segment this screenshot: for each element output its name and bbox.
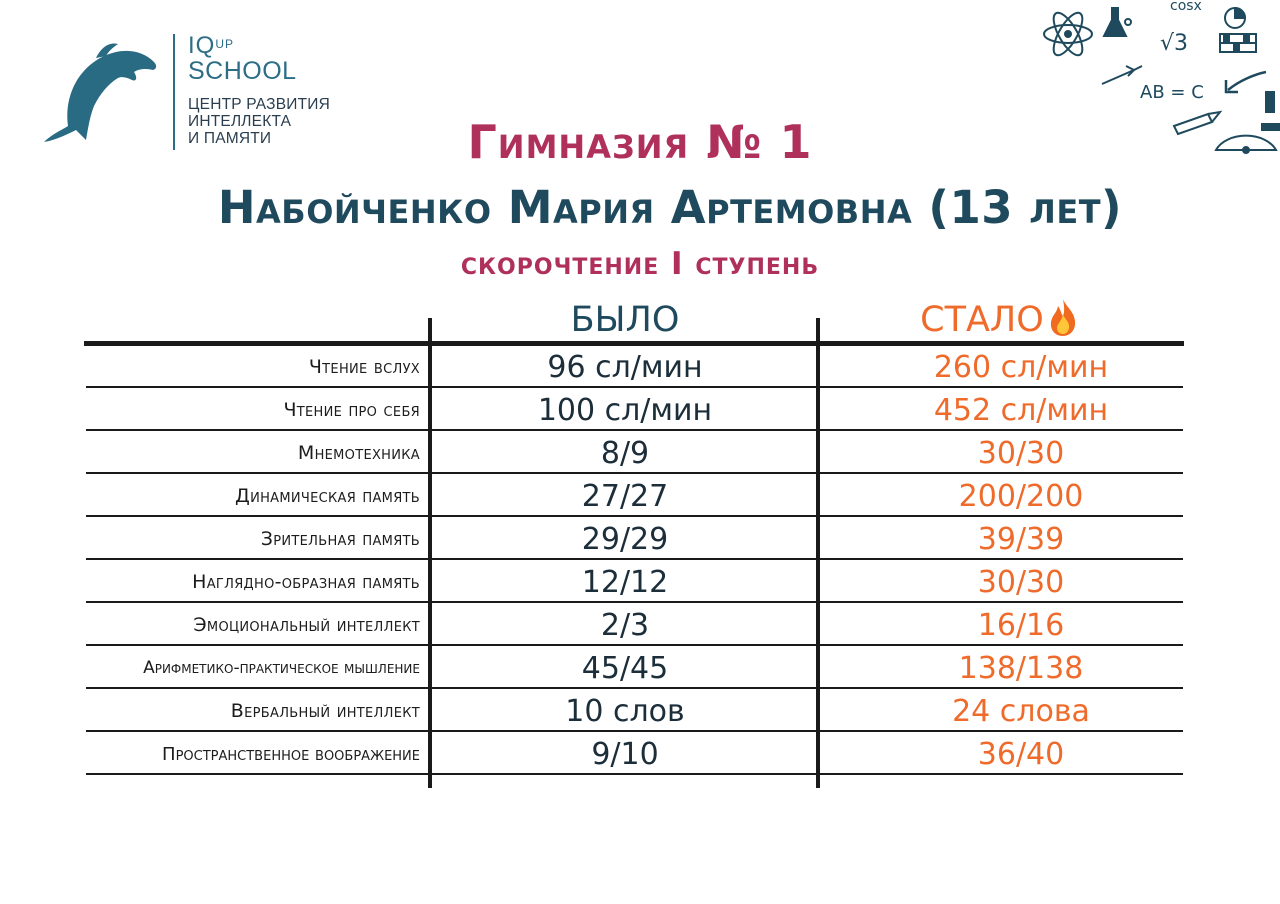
table-row (0, 604, 1280, 647)
formula-text: AB = C (1140, 82, 1204, 103)
row-label: Чтение вслух (308, 356, 420, 378)
brand-iq: $IQ^{UP}$ (188, 32, 235, 59)
column-header-after-label: СТАЛО (920, 300, 1044, 340)
row-label: Чтение про себя (283, 399, 420, 421)
before-value: 45/45 (581, 651, 669, 686)
table-row (0, 475, 1280, 518)
before-value: 2/3 (600, 608, 650, 643)
table-row (0, 733, 1280, 776)
row-label: Зрительная память (260, 528, 420, 550)
before-value: 8/9 (600, 436, 650, 471)
after-value: 39/39 (977, 522, 1065, 557)
row-label: Арифметико-практическое мышление (143, 658, 420, 678)
row-label: Пространственное воображение (162, 744, 420, 765)
table-row (0, 346, 1280, 389)
after-value: 138/138 (958, 651, 1084, 686)
before-value: 100 сл/мин (537, 393, 713, 428)
before-value: 27/27 (581, 479, 669, 514)
sqrt-text: √3 (1160, 31, 1189, 56)
curved-arrow-icon (1226, 72, 1266, 92)
before-value: 9/10 (591, 737, 659, 772)
row-label: Эмоциональный интеллект (193, 614, 420, 636)
row-label: Вербальный интеллект (230, 700, 420, 722)
column-header-after (820, 296, 1182, 344)
brand-tagline-1: ЦЕНТР РАЗВИТИЯ (188, 96, 331, 113)
brand-tagline-3: И ПАМЯТИ (188, 130, 272, 147)
brand-school: SCHOOL (188, 57, 297, 85)
school-title: Гимназия № 1 (467, 115, 813, 169)
row-label: Мнемотехника (297, 442, 420, 464)
flask-icon (1104, 8, 1131, 36)
fire-icon (1044, 297, 1082, 337)
after-value: 200/200 (958, 479, 1084, 514)
program-title: скорочтение I ступень (460, 246, 820, 282)
row-label: Наглядно-образная память (192, 571, 420, 593)
after-value: 260 сл/мин (933, 350, 1109, 385)
cos-text: cosx (1170, 0, 1202, 14)
atom-icon (1044, 9, 1092, 60)
before-value: 10 слов (565, 694, 685, 729)
column-header-before: БЫЛО (570, 300, 680, 340)
pie-icon (1225, 8, 1245, 28)
table-row (0, 432, 1280, 475)
table-row (0, 690, 1280, 733)
table-row (0, 561, 1280, 604)
after-value: 30/30 (977, 565, 1065, 600)
after-value: 30/30 (977, 436, 1065, 471)
brand-tagline-2: ИНТЕЛЛЕКТА (188, 113, 292, 130)
before-value: 29/29 (581, 522, 669, 557)
after-value: 24 слова (952, 694, 1090, 729)
after-value: 16/16 (977, 608, 1065, 643)
before-value: 12/12 (581, 565, 669, 600)
after-value: 452 сл/мин (933, 393, 1109, 428)
after-value: 36/40 (977, 737, 1065, 772)
student-name: Набойченко Мария Артемовна (13 лет) (217, 181, 1123, 234)
table-row (0, 389, 1280, 432)
arrow-doodle-icon (1102, 66, 1142, 84)
before-value: 96 сл/мин (547, 350, 703, 385)
row-label: Динамическая память (234, 485, 420, 507)
table-row (0, 518, 1280, 561)
table-row (0, 647, 1280, 690)
abacus-icon (1220, 34, 1256, 52)
